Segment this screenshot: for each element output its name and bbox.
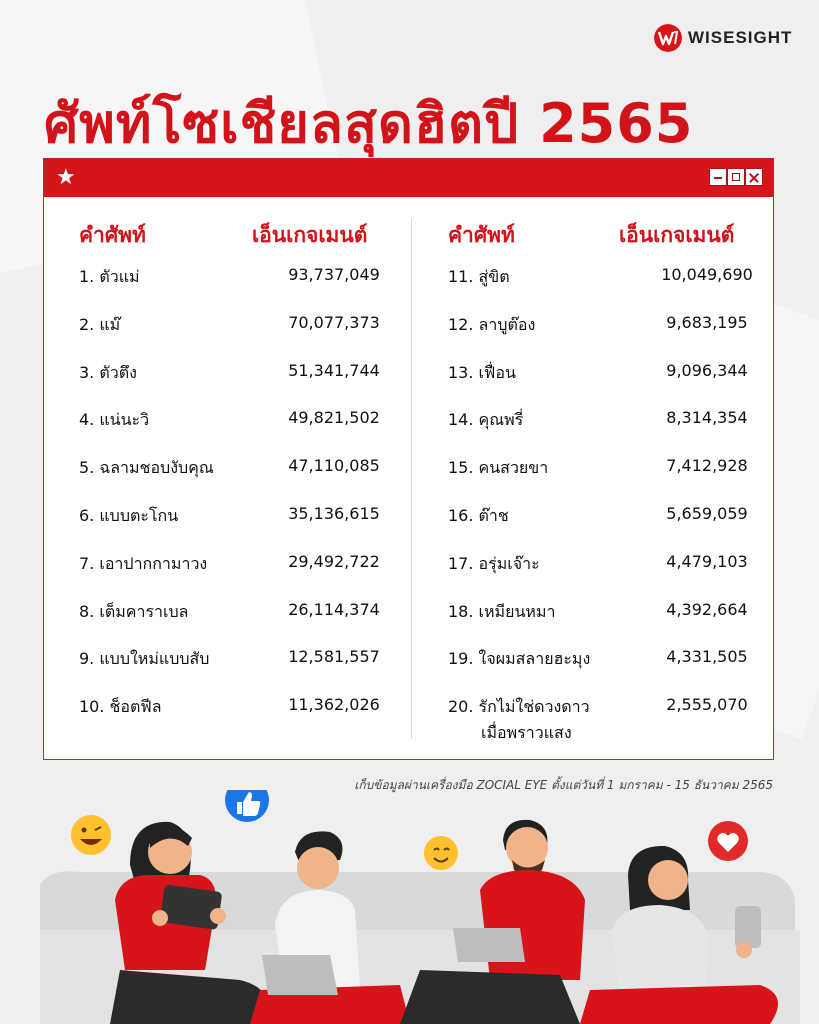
term-text: 7. เอาปากกามาวง: [79, 553, 208, 573]
engagement-value: 7,412,928: [666, 456, 748, 476]
page-title: ศัพท์โซเชียลสุดฮิตปี 2565: [44, 92, 694, 155]
ranking-row: [44, 408, 411, 448]
brand-logo: [654, 24, 792, 52]
ranking-row: [44, 361, 411, 401]
term-header: คำศัพท์: [448, 223, 515, 247]
term-text: 5. ฉลามชอบงับคุณ: [79, 458, 214, 478]
people-illustration: [0, 790, 819, 1024]
engagement-value: 47,110,085: [288, 456, 380, 476]
term-text: 9. แบบใหม่แบบสับ: [79, 649, 210, 669]
engagement-value: 26,114,374: [288, 599, 380, 619]
heart-icon: [708, 821, 748, 861]
ranking-row: [412, 408, 774, 448]
engagement-value: 5,659,059: [666, 504, 748, 523]
term-text: 2. แม๊: [79, 314, 121, 334]
window-controls: [709, 168, 763, 186]
maximize-icon[interactable]: [727, 168, 745, 186]
term-header: คำศัพท์: [79, 223, 146, 247]
term-text-line2: เมื่อพราวแสง: [481, 723, 572, 743]
ranking-row: [412, 265, 774, 305]
ranking-row: [412, 552, 774, 592]
term-text: 11. สู่ขิต: [448, 267, 510, 286]
engagement-value: 2,555,070: [666, 695, 748, 715]
engagement-value: 12,581,557: [288, 647, 380, 667]
ranking-row: [44, 265, 411, 305]
term-text: 17. อรุ่มเจ๊าะ: [448, 553, 540, 573]
ranking-row: [412, 600, 774, 640]
ranking-row: [412, 361, 774, 401]
engagement-value: 49,821,502: [288, 408, 380, 428]
term-text: 19. ใจผมสลายฮะมุง: [448, 649, 591, 669]
term-text: 10. ช็อตฟีล: [79, 697, 162, 717]
term-text: 8. เต็มคาราเบล: [79, 601, 189, 621]
engagement-value: 4,392,664: [666, 599, 748, 619]
engagement-value: 9,096,344: [666, 360, 748, 380]
minimize-icon[interactable]: [709, 168, 727, 186]
term-text: 18. เหมียนหมา: [448, 601, 556, 621]
star-icon: ★: [56, 165, 76, 190]
ranking-window: [43, 158, 774, 760]
engagement-value: 4,331,505: [666, 647, 748, 667]
ranking-row: [44, 504, 411, 544]
brand-name: WISESIGHT: [688, 28, 793, 47]
wisesight-logo-icon: [654, 24, 682, 52]
engagement-value: 9,683,195: [666, 312, 748, 332]
ranking-row: [44, 695, 411, 735]
ranking-row: [412, 504, 774, 544]
ranking-row: [412, 695, 774, 743]
engagement-value: 70,077,373: [288, 312, 380, 332]
term-text: 15. คนสวยขา: [448, 458, 549, 478]
engagement-value: 11,362,026: [288, 695, 380, 715]
smiley-icon: [424, 836, 458, 870]
engagement-header: เอ็นเกจเมนต์: [619, 223, 735, 247]
term-text: 14. คุณพรี่: [448, 410, 524, 430]
term-text: 20. รักไม่ใช่ดวงดาว: [448, 697, 590, 717]
ranking-row: [412, 313, 774, 353]
engagement-value: 8,314,354: [666, 408, 748, 428]
thumbs-up-icon: [225, 790, 269, 822]
smiley-icon: [71, 815, 111, 855]
ranking-row: [44, 313, 411, 353]
ranking-row: [44, 647, 411, 687]
term-text: 6. แบบตะโกน: [79, 506, 179, 525]
engagement-value: 4,479,103: [666, 551, 748, 571]
close-icon[interactable]: [745, 168, 763, 186]
term-text: 16. ต๊าช: [448, 506, 509, 525]
engagement-value: 10,049,690: [661, 265, 753, 284]
ranking-row: [44, 456, 411, 496]
term-text: 1. ตัวแม่: [79, 267, 140, 286]
term-text: 13. เฟื่อน: [448, 362, 516, 382]
data-source-footnote: เก็บข้อมูลผ่านเครื่องมือ ZOCIAL EYE ตั้งแต่วันที่ 1 มกราคม - 15 ธันวาคม 2565: [354, 778, 773, 792]
term-text: 12. ลาบูต๊อง: [448, 314, 536, 334]
term-text: 4. แน่นะวิ: [79, 410, 150, 430]
ranking-row: [412, 647, 774, 687]
ranking-row: [44, 600, 411, 640]
engagement-value: 29,492,722: [288, 551, 380, 571]
engagement-value: 51,341,744: [288, 360, 380, 380]
term-text: 3. ตัวตึง: [79, 362, 137, 382]
window-title-bar: [44, 159, 773, 197]
ranking-row: [412, 456, 774, 496]
engagement-value: 35,136,615: [288, 504, 380, 523]
engagement-value: 93,737,049: [288, 265, 380, 284]
engagement-header: เอ็นเกจเมนต์: [252, 223, 368, 247]
ranking-row: [44, 552, 411, 592]
